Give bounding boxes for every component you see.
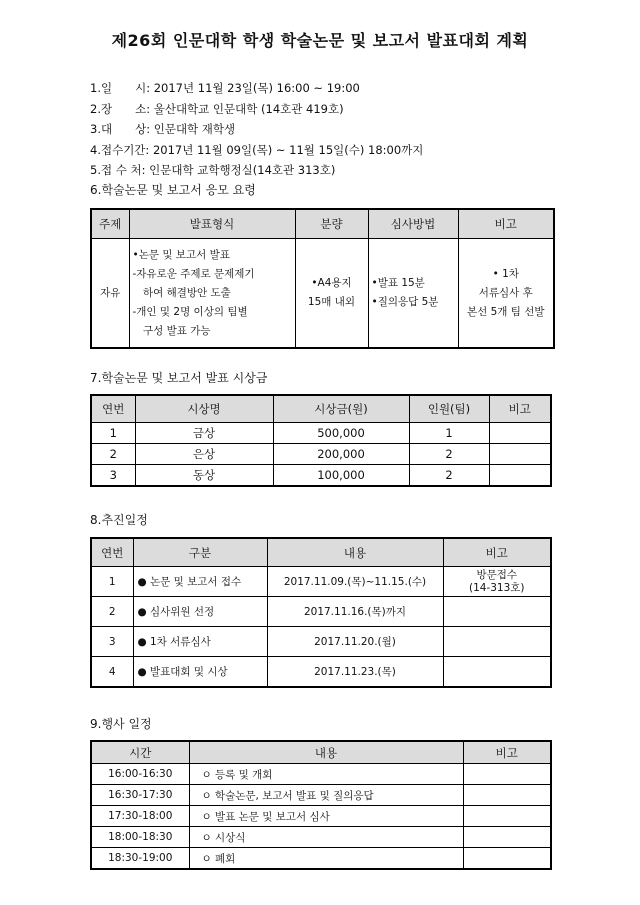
format-line: •논문 및 보고서 발표 — [132, 248, 230, 261]
header-cell: 비고 — [443, 538, 551, 567]
section-8-heading: 8.추진일정 — [90, 513, 148, 527]
header-cell: 구분 — [133, 538, 267, 567]
award-table — [90, 394, 552, 487]
table-header-row — [91, 209, 554, 239]
time-cell: 18:30-19:00 — [91, 848, 189, 870]
event-info-list — [90, 78, 423, 181]
method-line: •발표 15분 — [371, 277, 425, 289]
table-row — [91, 627, 551, 657]
note-cell — [443, 657, 551, 688]
info-date: 1.일 시: 2017년 11월 23일(목) 16:00 ~ 19:00 — [90, 81, 360, 95]
note-cell — [489, 423, 551, 444]
note-line: 서류심사 후 — [478, 286, 533, 299]
note-cell — [463, 764, 551, 785]
note-line: 방문접수 — [476, 568, 518, 581]
method-cell — [368, 239, 458, 349]
amount-cell: 500,000 — [273, 423, 409, 444]
info-place: 2.장 소: 울산대학교 인문대학 (14호관 419호) — [90, 101, 344, 116]
section-9-heading: 9.행사 일정 — [90, 717, 152, 731]
note-cell — [489, 444, 551, 465]
content-cell: 2017.11.23.(목) — [267, 657, 443, 688]
header-cell: 시상금(원) — [273, 395, 409, 423]
amount-line: 15매 내외 — [307, 296, 356, 308]
section-7-heading: 7.학술논문 및 보고서 발표 시상금 — [90, 371, 268, 385]
amount-cell: 100,000 — [273, 465, 409, 487]
application-guide-table — [90, 208, 555, 349]
table-row — [91, 848, 551, 870]
no-cell: 2 — [91, 444, 135, 465]
content-cell: 2017.11.20.(월) — [267, 627, 443, 657]
content-cell: ㅇ 시상식 — [189, 827, 463, 848]
note-cell — [458, 239, 554, 349]
table-row — [91, 423, 551, 444]
header-cell: 주제 — [91, 209, 129, 239]
header-cell: 연번 — [91, 538, 133, 567]
no-cell: 3 — [91, 465, 135, 487]
time-cell: 17:30-18:00 — [91, 806, 189, 827]
header-cell: 비고 — [458, 209, 554, 239]
award-name-cell: 은상 — [135, 444, 273, 465]
table-row — [91, 827, 551, 848]
amount-cell: 200,000 — [273, 444, 409, 465]
event-timetable — [90, 740, 552, 870]
header-cell: 발표형식 — [129, 209, 295, 239]
format-line: 구성 발표 가능 — [132, 324, 211, 337]
time-cell: 16:30-17:30 — [91, 785, 189, 806]
note-cell — [443, 567, 551, 597]
format-line: 하여 해결방안 도출 — [132, 286, 231, 299]
section-6-heading: 6.학술논문 및 보고서 응모 요령 — [90, 183, 256, 197]
note-cell — [463, 785, 551, 806]
table-row — [91, 567, 551, 597]
header-cell: 내용 — [189, 741, 463, 764]
note-line: • 1차 — [492, 267, 519, 280]
content-cell: ㅇ 등록 및 개회 — [189, 764, 463, 785]
content-cell: ㅇ 발표 논문 및 보고서 심사 — [189, 806, 463, 827]
note-cell — [463, 806, 551, 827]
note-cell — [463, 848, 551, 870]
info-office: 5.접 수 처: 인문대학 교학행정실(14호관 313호) — [90, 163, 336, 177]
topic-cell: 자유 — [91, 239, 129, 349]
header-cell: 비고 — [489, 395, 551, 423]
item-cell: ● 심사위원 선정 — [133, 597, 267, 627]
item-cell: ● 1차 서류심사 — [133, 627, 267, 657]
no-cell: 2 — [91, 597, 133, 627]
no-cell: 1 — [91, 423, 135, 444]
header-cell: 시간 — [91, 741, 189, 764]
header-cell: 내용 — [267, 538, 443, 567]
method-line: •질의응답 5분 — [371, 296, 439, 308]
format-line: -개인 및 2명 이상의 팀별 — [132, 305, 248, 318]
format-cell — [129, 239, 295, 349]
info-period: 4.접수기간: 2017년 11월 09일(목) ~ 11월 15일(수) 18:00까지 — [90, 142, 424, 157]
content-cell: ㅇ 폐회 — [189, 848, 463, 870]
table-header-row — [91, 741, 551, 764]
header-cell: 시상명 — [135, 395, 273, 423]
header-cell: 비고 — [463, 741, 551, 764]
table-header-row — [91, 538, 551, 567]
item-cell: ● 발표대회 및 시상 — [133, 657, 267, 688]
table-row — [91, 785, 551, 806]
teams-cell: 1 — [409, 423, 489, 444]
amount-line: •A4용지 — [311, 277, 352, 289]
amount-cell — [295, 239, 368, 349]
teams-cell: 2 — [409, 444, 489, 465]
document-title: 제26회 인문대학 학생 학술논문 및 보고서 발표대회 계획 — [111, 31, 529, 50]
table-row — [91, 764, 551, 785]
table-row — [91, 806, 551, 827]
table-row — [91, 597, 551, 627]
table-header-row — [91, 395, 551, 423]
header-cell: 심사방법 — [368, 209, 458, 239]
note-cell — [463, 827, 551, 848]
content-cell: ㅇ 학술논문, 보고서 발표 및 질의응답 — [189, 785, 463, 806]
header-cell: 연번 — [91, 395, 135, 423]
table-row — [91, 444, 551, 465]
award-name-cell: 동상 — [135, 465, 273, 487]
format-line: -자유로운 주제로 문제제기 — [132, 267, 255, 280]
content-cell: 2017.11.09.(목)~11.15.(수) — [267, 567, 443, 597]
note-line: 본선 5개 팀 선발 — [466, 305, 545, 318]
no-cell: 3 — [91, 627, 133, 657]
award-name-cell: 금상 — [135, 423, 273, 444]
time-cell: 16:00-16:30 — [91, 764, 189, 785]
table-row — [91, 465, 551, 487]
time-cell: 18:00-18:30 — [91, 827, 189, 848]
table-row — [91, 239, 554, 349]
header-cell: 분량 — [295, 209, 368, 239]
no-cell: 1 — [91, 567, 133, 597]
note-cell — [443, 597, 551, 627]
note-cell — [489, 465, 551, 487]
teams-cell: 2 — [409, 465, 489, 487]
no-cell: 4 — [91, 657, 133, 688]
item-cell: ● 논문 및 보고서 접수 — [133, 567, 267, 597]
schedule-table — [90, 537, 552, 688]
header-cell: 인원(팀) — [409, 395, 489, 423]
note-cell — [443, 627, 551, 657]
note-line: (14-313호) — [468, 581, 525, 594]
content-cell: 2017.11.16.(목)까지 — [267, 597, 443, 627]
table-row — [91, 657, 551, 688]
info-target: 3.대 상: 인문대학 재학생 — [90, 122, 236, 136]
